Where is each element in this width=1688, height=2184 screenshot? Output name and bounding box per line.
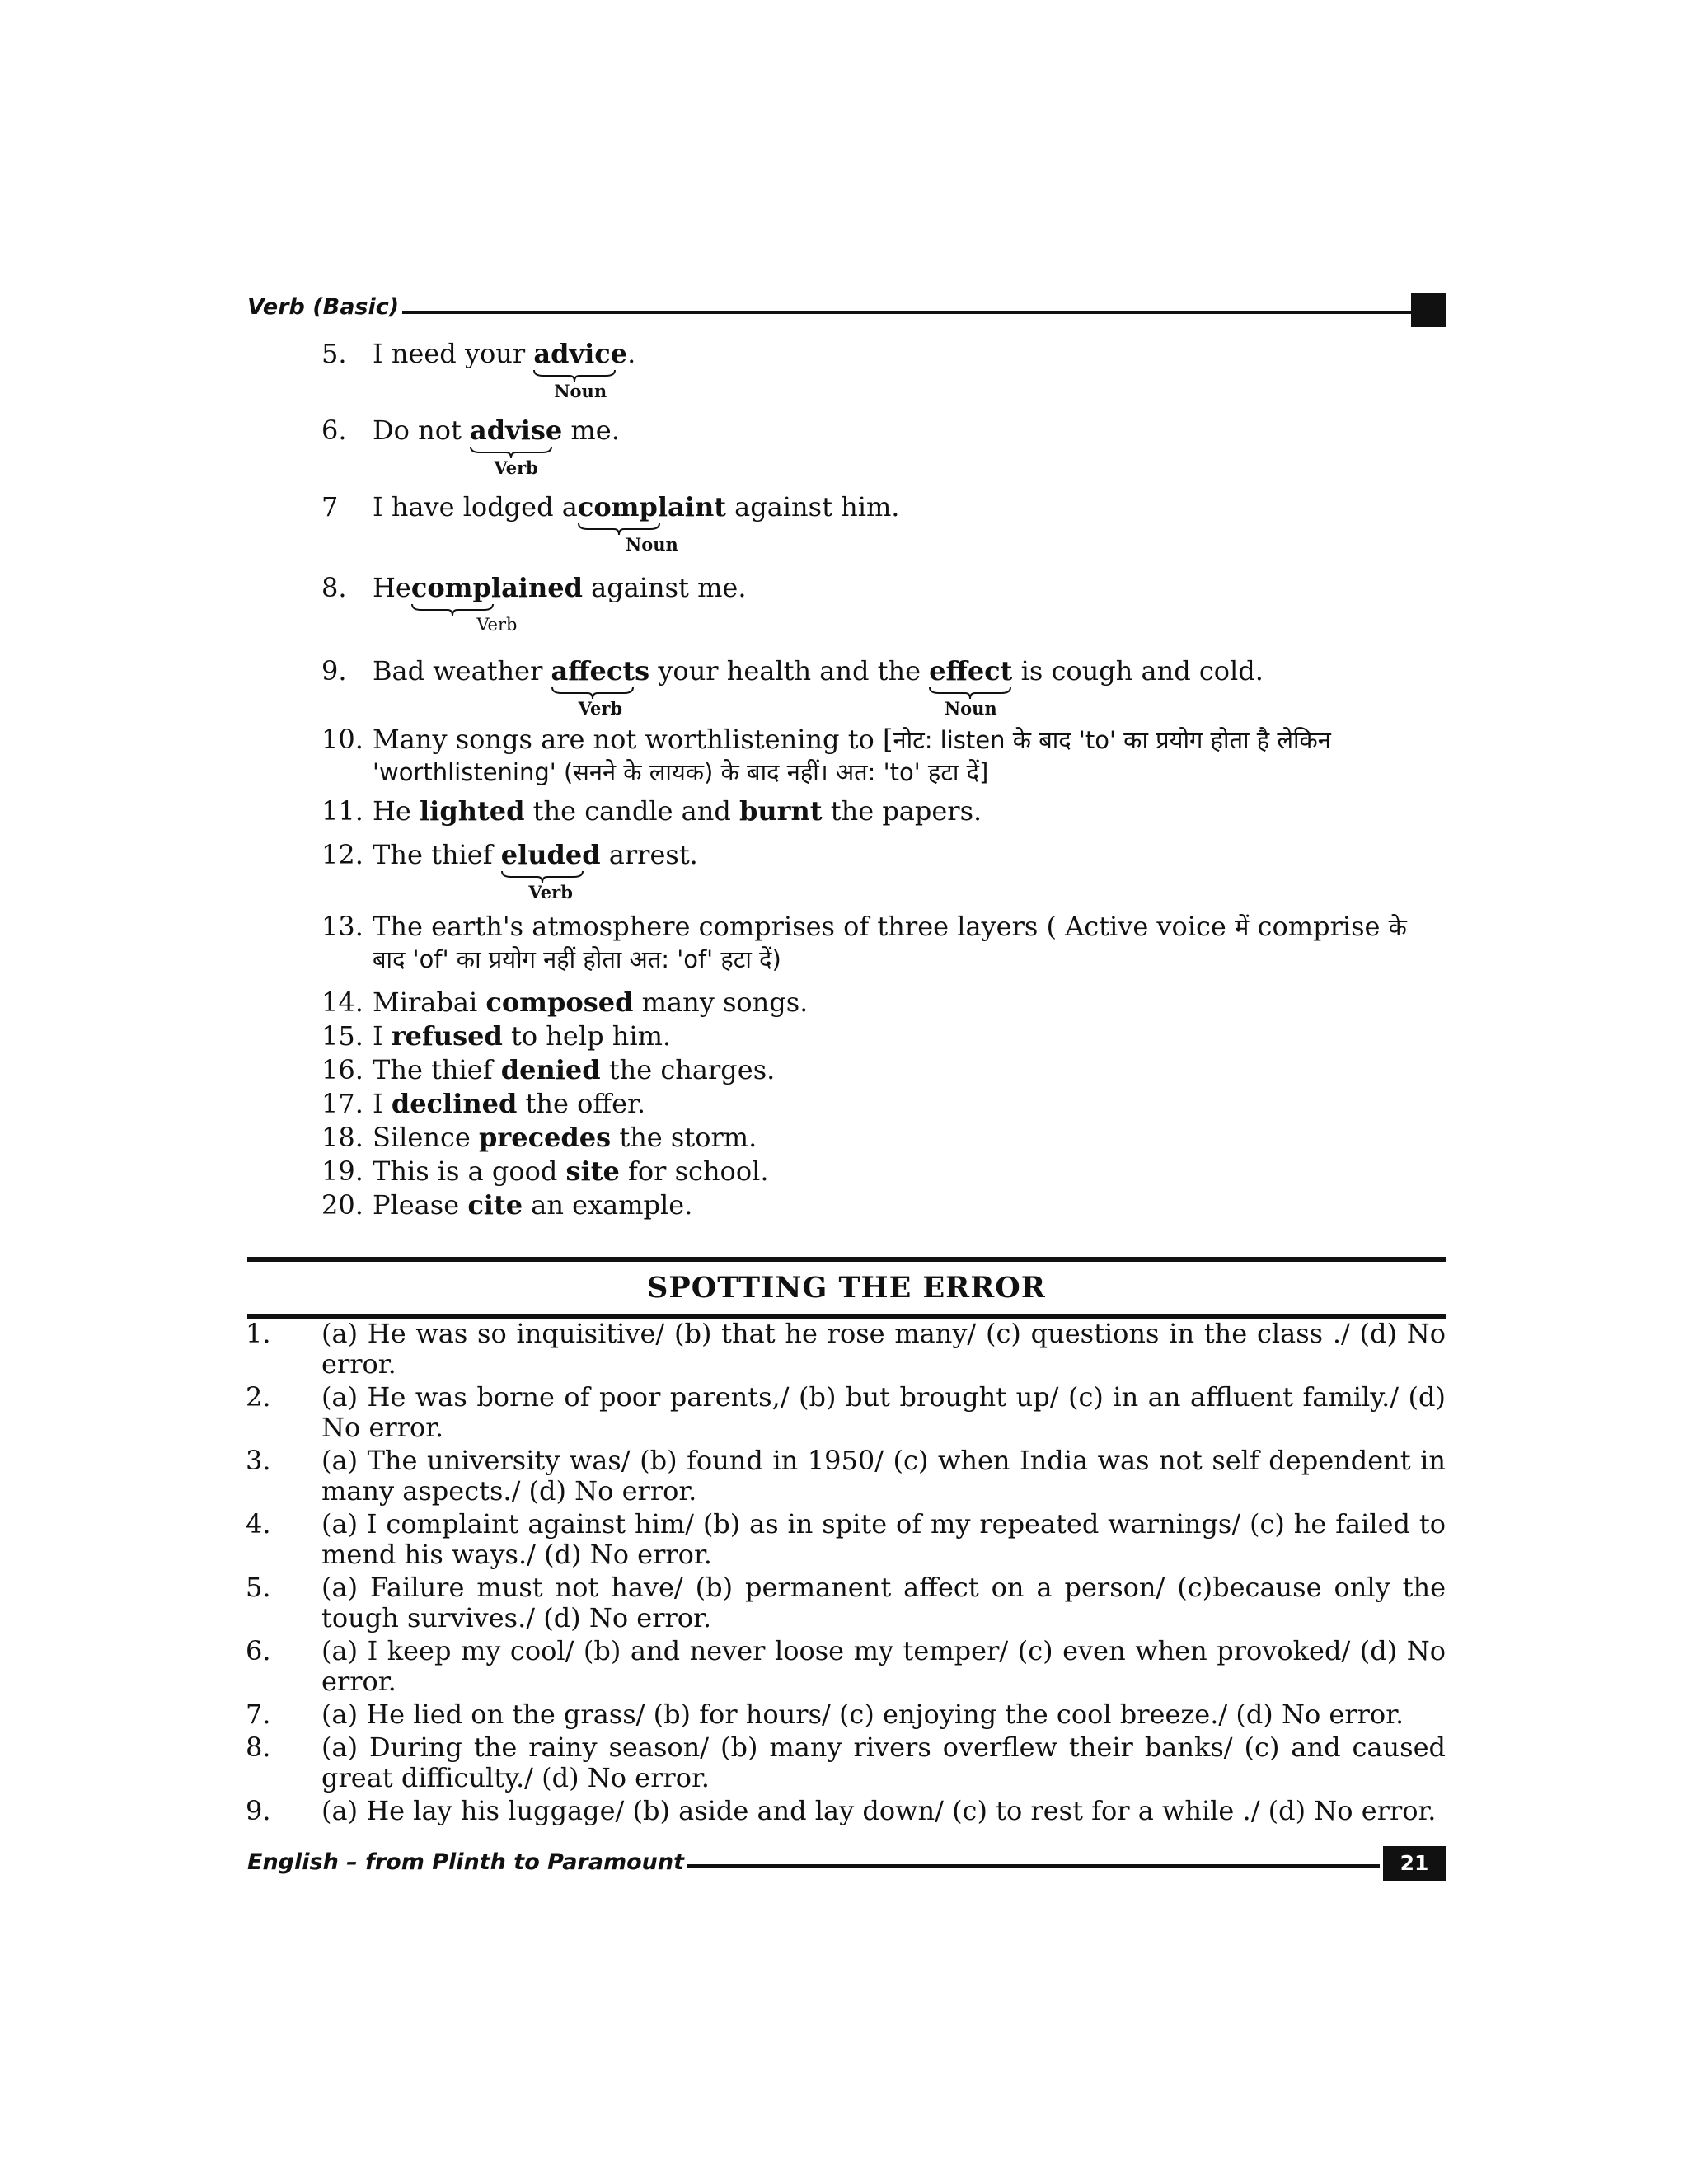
word-class-label: Verb [578,698,623,719]
example-12: 12. The thief eluded Verb arrest. [321,839,698,902]
example-17: 17. I declined the offer. [321,1088,645,1119]
question-number: 4. [246,1508,271,1540]
question-text: (a) I complaint against him/ (b) as in spite of my repeated warnings/ (c) he failed to mend his ways./ (d) No error. [321,1508,1446,1570]
annotated-word: affects Verb [551,655,650,719]
example-16: 16. The thief denied the charges. [321,1054,776,1085]
question-number: 2. [246,1381,271,1413]
question-number: 3. [246,1445,271,1476]
section-heading [247,1257,1446,1319]
question-item [246,1382,1446,1443]
word-class-label: Verb [528,882,573,902]
example-19: 19. This is a good site for school. [321,1155,769,1187]
example-13: 13. The earth's atmosphere comprises of three layers ( Active voice में comprise के बाद 'of' का प्रयोग नहीं होता अत: 'of' हटा दें) [321,911,1407,973]
word-class-label: Noun [554,381,607,401]
annotated-word: complained Verb [410,572,583,635]
word-class-label: Noun [626,534,678,555]
page-number: 21 [1383,1846,1446,1881]
question-item [246,1732,1446,1793]
annotated-word: eluded Verb [500,839,601,902]
question-item [246,1446,1446,1507]
example-7: 7 I have lodged acomplaint Noun against him. [321,491,900,555]
example-18: 18. Silence precedes the storm. [321,1122,757,1153]
question-text: (a) He lay his luggage/ (b) aside and lay down/ (c) to rest for a while ./ (d) No error. [321,1795,1437,1826]
book-title: English – from Plinth to Paramount [247,1849,687,1875]
example-9: 9. Bad weather affects Verb your health and the effect Noun is cough and cold. [321,655,1264,719]
section-title: SPOTTING THE ERROR [647,1271,1046,1305]
question-text: (a) He lied on the grass/ (b) for hours/ (c) enjoying the cool breeze./ (d) No error. [321,1699,1404,1730]
question-number: 1. [246,1318,271,1349]
annotated-word: complaint Noun [577,491,726,555]
question-item [246,1796,1446,1826]
header-block [1411,293,1446,327]
word-class-label: Verb [494,457,538,478]
question-text: (a) I keep my cool/ (b) and never loose my temper/ (c) even when provoked/ (d) No error. [321,1635,1446,1697]
example-5: 5. I need your advice Noun . [321,338,636,401]
word-class-label: Noun [944,698,997,719]
question-number: 8. [246,1732,271,1763]
example-8: 8. Hecomplained Verb against me. [321,572,747,635]
question-item [246,1699,1446,1730]
example-14: 14. Mirabai composed many songs. [321,987,809,1018]
question-text: (a) Failure must not have/ (b) permanent affect on a person/ (c)because only the tough survives./ (d) No error. [321,1572,1446,1633]
example-15: 15. I refused to help him. [321,1020,672,1052]
example-10: 10. Many songs are not worthlistening to [नोट: listen के बाद 'to' का प्रयोग होता है लेकिन 'worthlistening' (सनने के लायक) के बाद नहीं। अत: 'to' हटा दें] [321,724,1331,786]
question-item [246,1319,1446,1380]
header-rule [247,311,1413,314]
annotated-word: effect Noun [929,655,1013,719]
question-item [246,1636,1446,1697]
question-number: 7. [246,1699,271,1730]
question-text: (a) The university was/ (b) found in 1950/ (c) when India was not self dependent in many aspects./ (d) No error. [321,1445,1446,1507]
word-class-label: Verb [476,615,518,635]
question-item [246,1509,1446,1570]
question-item [246,1572,1446,1633]
annotated-word: advise Verb [470,415,563,478]
page-footer [247,1846,1446,1881]
question-number: 5. [246,1572,271,1603]
question-text: (a) He was borne of poor parents,/ (b) but brought up/ (c) in an affluent family./ (d) No error. [321,1381,1446,1443]
example-11: 11. He lighted the candle and burnt the papers. [321,795,982,827]
chapter-title: Verb (Basic) [247,294,402,320]
question-text: (a) During the rainy season/ (b) many rivers overflew their banks/ (c) and caused great difficulty./ (d) No error. [321,1732,1446,1793]
question-text: (a) He was so inquisitive/ (b) that he rose many/ (c) questions in the class ./ (d) No error. [321,1318,1446,1380]
question-number: 6. [246,1635,271,1666]
example-6: 6. Do not advise Verb me. [321,415,620,478]
example-20: 20. Please cite an example. [321,1189,693,1221]
question-number: 9. [246,1795,271,1826]
page-header [247,293,1446,327]
annotated-word: advice Noun [533,338,628,401]
